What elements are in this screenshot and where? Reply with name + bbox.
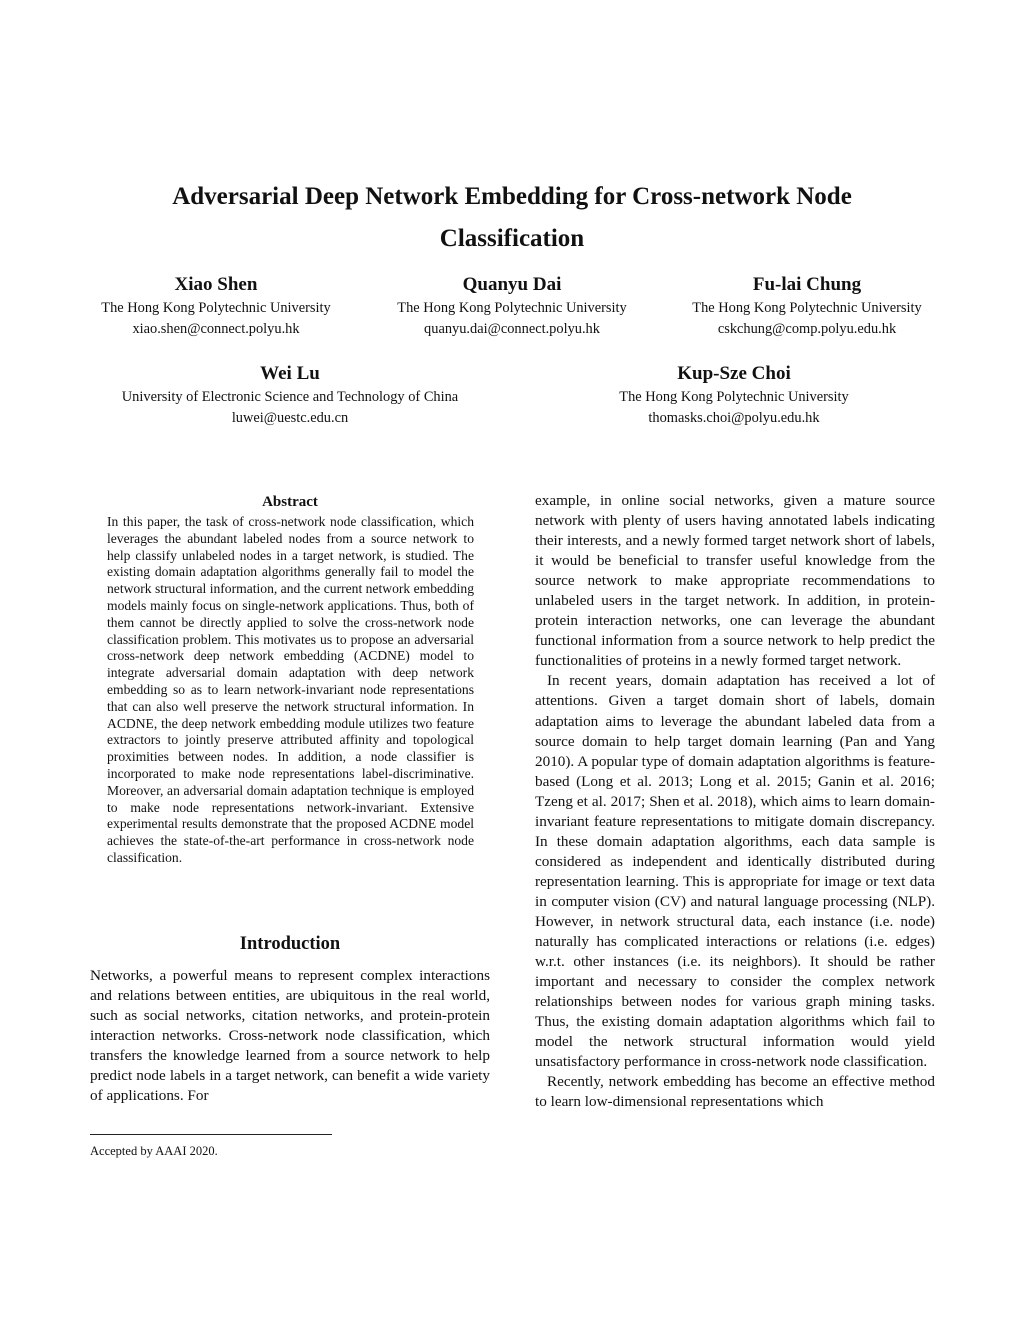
author-email: xiao.shen@connect.polyu.hk [132, 321, 300, 337]
abstract-heading: Abstract [262, 494, 318, 510]
author-name: Fu-lai Chung [752, 274, 862, 295]
author-name: Wei Lu [260, 363, 320, 384]
right-column [535, 491, 935, 1112]
body-paragraph: In recent years, domain adaptation has received a lot of attentions. Given a target domain short of labels, domain adaptation aims to leverage the abundant labeled data from a source domain to help target domain learning (Pan and Yang 2010). A popular type of domain adaptation algorithms is feature-based (Long et al. 2013; Long et al. 2015; Ganin et al. 2016; Tzeng et al. 2017; Shen et al. 2018), which aims to learn domain-invariant feature representations to mitigate domain discrepancy. In these domain adaptation algorithms, each data sample is considered as independent and identically distributed during representation learning. This is appropriate for image or text data in computer vision (CV) and natural language processing (NLP). However, in network structural data, each instance (i.e. node) naturally has complicated interactions or relations (i.e. edges) w.r.t. other instances (i.e. its neighbors). It should be rather important and necessary to consider the complex network relationships between nodes for various graph mining tasks. Thus, the existing domain adaptation algorithms which fail to model the network structural information would yield unsatisfactory performance in cross-network node classification. [535, 672, 935, 1071]
paper-title-line-2: Classification [439, 225, 585, 252]
paper-title-line-1: Adversarial Deep Network Embedding for Cross-network Node [172, 183, 852, 210]
author-block [362, 272, 662, 340]
intro-paragraph: Networks, a powerful means to represent complex interactions and relations between entities, are ubiquitous in the real world, such as social networks, citation networks, and protein-protein interaction networks. Cross-network node classification, which transfers the knowledge learned from a source network to help predict node labels in a target network, can benefit a wide variety of applications. For [90, 967, 490, 1105]
author-name: Kup-Sze Choi [677, 363, 791, 384]
body-paragraph: Recently, network embedding has become an effective method to learn low-dimensional representations which [535, 1073, 935, 1111]
author-block [66, 272, 366, 340]
author-name: Quanyu Dai [462, 274, 562, 295]
author-email: quanyu.dai@connect.polyu.hk [424, 321, 600, 337]
author-name: Xiao Shen [174, 274, 258, 295]
author-email: cskchung@comp.polyu.edu.hk [717, 321, 897, 337]
author-affiliation: The Hong Kong Polytechnic University [101, 300, 331, 316]
author-block [657, 272, 957, 340]
footnote: Accepted by AAAI 2020. [90, 1144, 218, 1158]
footnote-rule [90, 1134, 332, 1135]
abstract-text: In this paper, the task of cross-network node classification, which leverages the abundant labeled nodes from a source network to help classify unlabeled nodes in a target network, is studied. The existing domain adaptation algorithms generally fail to model the network structural information, and the current network embedding models mainly focus on single-network applications. Thus, both of them cannot be directly applied to solve the cross-network node classification problem. This motivates us to propose an adversarial cross-network deep network embedding (ACDNE) model to integrate adversarial domain adaptation with deep network embedding so as to learn network-invariant node representations that can also well preserve the network structural information. In ACDNE, the deep network embedding module utilizes two feature extractors to jointly preserve attributed affinity and topological proximities between nodes. In addition, a node classifier is incorporated to make node representations label-discriminative. Moreover, an adversarial domain adaptation technique is employed to make node representations network-invariant. Extensive experimental results demonstrate that the proposed ACDNE model achieves the state-of-the-art performance in cross-network node classification. [107, 514, 474, 865]
author-block [584, 361, 884, 429]
body-paragraph: example, in online social networks, given a mature source network with plenty of users having annotated labels indicating their interests, and a newly formed target network short of labels, it would be beneficial to transfer useful knowledge from the source network to make appropriate recommendations to unlabeled users in the target network. In addition, in protein-protein interaction networks, one can leverage the abundant functional information from a source network to help predict the functionalities of proteins in a newly formed target network. [535, 492, 935, 670]
author-affiliation: The Hong Kong Polytechnic University [397, 300, 627, 316]
author-email: thomasks.choi@polyu.edu.hk [648, 410, 820, 426]
section-heading-introduction: Introduction [239, 934, 341, 954]
author-email: luwei@uestc.edu.cn [231, 410, 349, 426]
author-affiliation: The Hong Kong Polytechnic University [619, 389, 849, 405]
paper-title [0, 176, 1024, 260]
author-affiliation: University of Electronic Science and Technology of China [121, 389, 459, 405]
author-block [80, 361, 500, 429]
author-affiliation: The Hong Kong Polytechnic University [692, 300, 922, 316]
